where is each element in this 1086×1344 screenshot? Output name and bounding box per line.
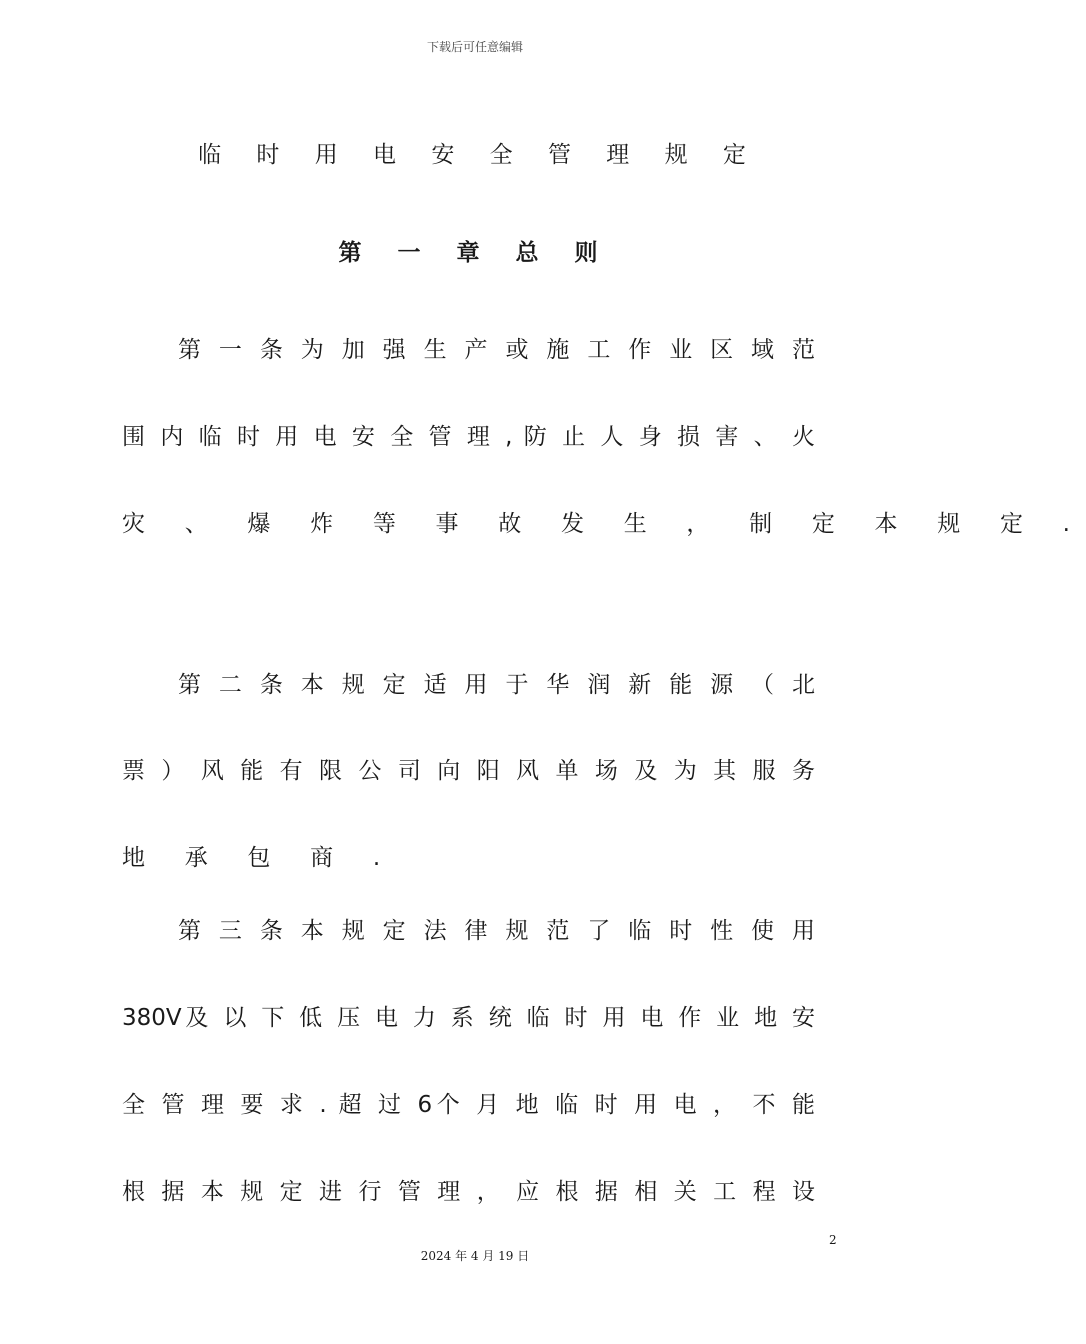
article-3-line-4: 根 据 本 规 定 进 行 管 理 ， 应 根 据 相 关 工 程 设 [122, 1179, 815, 1205]
article-3-line-3: 全 管 理 要 求 . 超 过 6个 月 地 临 时 用 电 ， 不 能 [122, 1092, 815, 1118]
document-title: 临 时 用 电 安 全 管 理 规 定 [198, 142, 760, 168]
page-number: 2 [829, 1233, 837, 1247]
article-3-line-2: 380V及 以 下 低 压 电 力 系 统 临 时 用 电 作 业 地 安 [122, 1005, 815, 1031]
article-2-line-3: 地 承 包 商 . [122, 845, 397, 871]
article-1-line-1: 第 一 条 为 加 强 生 产 或 施 工 作 业 区 域 范 [178, 337, 815, 363]
article-2-line-2: 票 ） 风 能 有 限 公 司 向 阳 风 单 场 及 为 其 服 务 [122, 758, 815, 784]
page-footer-date: 2024 年 4 月 19 日 [420, 1249, 530, 1263]
article-3-line-1: 第 三 条 本 规 定 法 律 规 范 了 临 时 性 使 用 [178, 918, 815, 944]
chapter-heading: 第 一 章 总 则 [338, 240, 612, 266]
article-1-line-3: 灾 、 爆 炸 等 事 故 发 生 ， 制 定 本 规 定 . [122, 511, 1086, 537]
article-1-line-2: 围 内 临 时 用 电 安 全 管 理 , 防 止 人 身 损 害 、 火 [122, 424, 815, 450]
page-header: 下载后可任意编辑 [426, 40, 523, 54]
article-2-line-1: 第 二 条 本 规 定 适 用 于 华 润 新 能 源 （ 北 [178, 672, 815, 698]
